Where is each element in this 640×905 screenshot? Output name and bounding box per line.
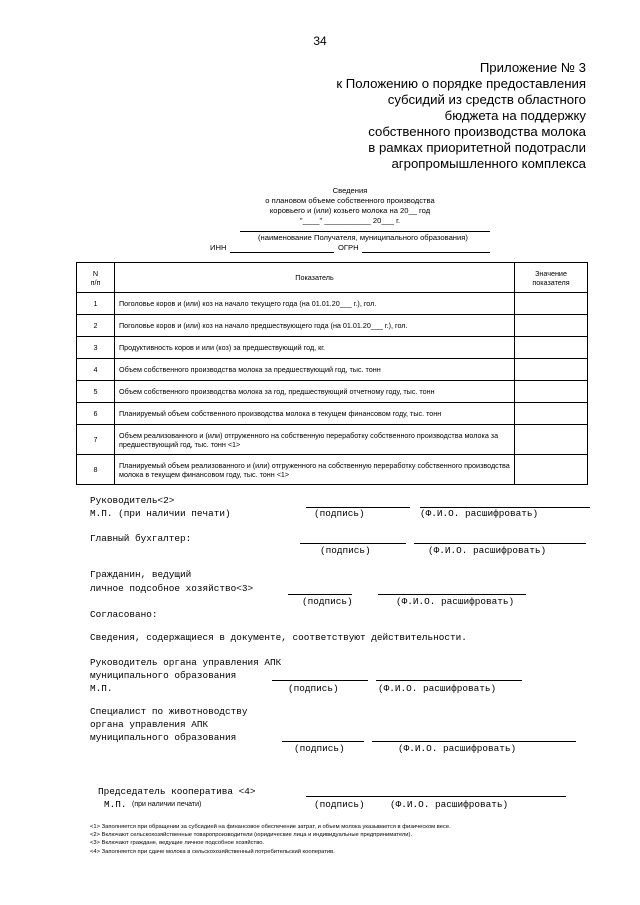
name-caption: (Ф.И.О. расшифровать) [378, 683, 497, 694]
name-caption: (Ф.И.О. расшифровать) [428, 545, 547, 556]
footnote: <4> Заполняется при сдаче молока в сельскохозяйственный потребительский кооператив. [90, 849, 335, 855]
appendix-header [246, 60, 586, 172]
recipient-caption: (наименование Получателя, муниципального образования) [258, 233, 468, 242]
row-value [515, 403, 588, 425]
signature-line [288, 594, 352, 595]
row-indicator: Планируемый объем реализованного и (или) отгруженного на собственную переработку собственного производства молока в текущем финансовом году, тыс. тонн <1> [115, 455, 515, 485]
document-title: Сведения [332, 186, 368, 195]
column-header-value: Значение показателя [515, 263, 588, 293]
row-value [515, 381, 588, 403]
row-number: 1 [77, 293, 115, 315]
name-line [414, 543, 586, 544]
citizen-label: личное подсобное хозяйство<3> [90, 583, 254, 594]
ogrn-line [362, 252, 490, 253]
appendix-line: собственного производства молока [368, 124, 586, 139]
row-number: 7 [77, 425, 115, 455]
name-line [372, 741, 576, 742]
row-indicator: Объем реализованного и (или) отгруженного на собственную переработку собственного производства молока за предшествующий год, тыс. тонн <1> [115, 425, 515, 455]
row-indicator: Поголовье коров и (или) коз на начало текущего года (на 01.01.20___ г.), гол. [115, 293, 515, 315]
name-caption: (Ф.И.О. расшифровать) [420, 508, 539, 519]
date-line: "____" ___________ 20___ г. [299, 216, 401, 225]
signature-caption: (подпись) [314, 799, 365, 810]
column-header-number: N п/п [77, 263, 115, 293]
appendix-line: Приложение № 3 [479, 60, 586, 75]
table-header-row [77, 263, 588, 293]
footnote: <1> Заполняется при обращении за субсидией на финансовое обеспечение затрат, и объем молока указывается в физическом весе. [90, 824, 451, 830]
table-row [77, 425, 588, 455]
document-header [130, 186, 570, 226]
coop-mp-label: М.П. [104, 799, 127, 810]
apk-head-label: муниципального образования [90, 670, 237, 681]
row-number: 2 [77, 315, 115, 337]
mp-label: М.П. [90, 683, 113, 694]
signature-line [282, 741, 364, 742]
appendix-line: бюджета на поддержку [444, 108, 586, 123]
row-number: 8 [77, 455, 115, 485]
row-value [515, 293, 588, 315]
name-line [378, 594, 526, 595]
coop-mp-note: (при наличии печати) [132, 801, 202, 808]
confirmation-text: Сведения, содержащиеся в документе, соответствуют действительности. [90, 632, 467, 643]
table-row [77, 455, 588, 485]
row-indicator: Продуктивность коров и или (коз) за предшествующий год, кг. [115, 337, 515, 359]
signature-caption: (подпись) [320, 545, 371, 556]
specialist-label: муниципального образования [90, 732, 237, 743]
row-indicator: Поголовье коров и (или) коз на начало предшествующего года (на 01.01.20___ г.), гол. [115, 315, 515, 337]
row-indicator: Объем собственного производства молока за год, предшествующий отчетному году, тыс. тонн [115, 381, 515, 403]
citizen-label: Гражданин, ведущий [90, 569, 192, 580]
name-line [376, 680, 522, 681]
appendix-line: агропромышленного комплекса [391, 156, 586, 171]
row-number: 6 [77, 403, 115, 425]
row-number: 4 [77, 359, 115, 381]
name-caption: (Ф.И.О. расшифровать) [396, 596, 515, 607]
appendix-line: в рамках приоритетной подотрасли [368, 140, 586, 155]
name-line [390, 796, 566, 797]
row-value [515, 359, 588, 381]
document-subtitle: о плановом объеме собственного производства [265, 196, 435, 205]
signature-line [272, 680, 368, 681]
ogrn-label: ОГРН [338, 243, 359, 252]
row-value [515, 455, 588, 485]
appendix-line: к Положению о порядке предоставления [336, 76, 586, 91]
table-row [77, 293, 588, 315]
recipient-line [240, 231, 490, 232]
apk-head-label: Руководитель органа управления АПК [90, 657, 282, 668]
agreed-label: Согласовано: [90, 609, 158, 620]
page-number: 34 [313, 34, 327, 48]
head-label: Руководитель<2> [90, 495, 175, 506]
row-number: 5 [77, 381, 115, 403]
row-indicator: Планируемый объем собственного производства молока в текущем финансовом году, тыс. тонн [115, 403, 515, 425]
row-value [515, 315, 588, 337]
footnote: <3> Включают граждане, ведущие личное подсобное хозяйство. [90, 840, 265, 846]
coop-chair-label: Председатель кооператива <4> [98, 786, 256, 797]
signature-caption: (подпись) [302, 596, 353, 607]
signature-line [306, 796, 402, 797]
inn-label: ИНН [210, 243, 227, 252]
signature-caption: (подпись) [288, 683, 339, 694]
specialist-label: органа управления АПК [90, 719, 209, 730]
signature-caption: (подпись) [294, 743, 345, 754]
table-row [77, 337, 588, 359]
indicators-table [76, 262, 588, 485]
row-number: 3 [77, 337, 115, 359]
accountant-label: Главный бухгалтер: [90, 533, 192, 544]
table-row [77, 381, 588, 403]
name-caption: (Ф.И.О. расшифровать) [390, 799, 509, 810]
row-value [515, 425, 588, 455]
row-value [515, 337, 588, 359]
column-header-indicator: Показатель [115, 263, 515, 293]
signature-line [300, 543, 406, 544]
appendix-line: субсидий из средств областного [387, 92, 586, 107]
mp-label: М.П. (при наличии печати) [90, 508, 231, 519]
table-row [77, 403, 588, 425]
inn-line [230, 252, 334, 253]
row-indicator: Объем собственного производства молока за предшествующий год, тыс. тонн [115, 359, 515, 381]
footnote: <2> Включают сельскохозяйственные товаропроизводители (юридические лица и индивидуальные предприниматели). [90, 832, 413, 838]
specialist-label: Специалист по животноводству [90, 706, 248, 717]
table-row [77, 315, 588, 337]
document-subtitle: коровьего и (или) козьего молока на 20__ год [269, 206, 431, 215]
table-row [77, 359, 588, 381]
signature-caption: (подпись) [314, 508, 365, 519]
name-caption: (Ф.И.О. расшифровать) [398, 743, 517, 754]
